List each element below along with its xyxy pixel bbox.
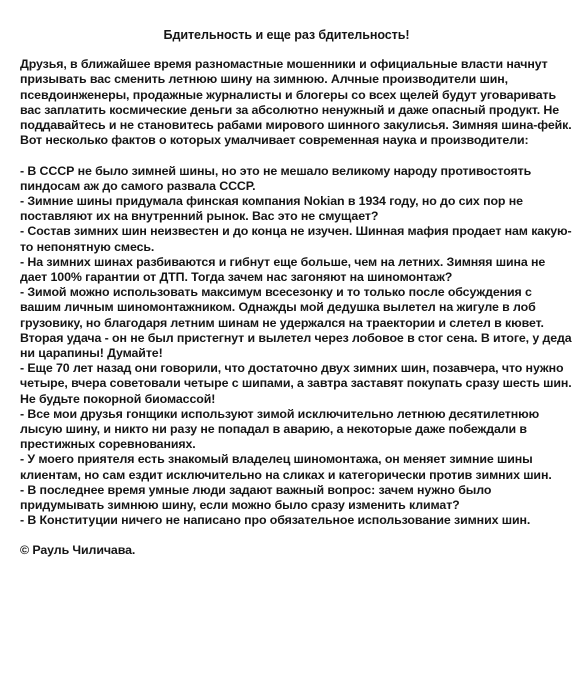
- paragraph-gap: [20, 148, 573, 163]
- fact-item: - Все мои друзья гонщики используют зимой исключительно летнюю десятилетнюю лысую шину, и никто ни разу не попадал в аварию, а некоторые даже побеждали в престижных соревнованиях.: [20, 406, 540, 452]
- fact-item: - Еще 70 лет назад они говорили, что достаточно двух зимних шин, позавчера, что нужно четыре, вчера советовали четыре с шипами, а завтра заставят покупать сразу шесть шин. Не будьте покорной биомассой!: [20, 361, 572, 406]
- fact-item: - В Конституции ничего не написано про обязательное использование зимних шин.: [20, 513, 531, 528]
- fact-item: - На зимних шинах разбиваются и гибнут еще больше, чем на летних. Зимняя шина не дает 100% гарантии от ДТП. Тогда зачем нас загоняют на шиномонтаж?: [20, 254, 546, 285]
- intro-paragraph: Друзья, в ближайшее время разномастные мошенники и официальные власти начнут призывать вас сменить летнюю шину на зимнюю. Алчные производители шин, псевдоинженеры, продажные журналисты и блогеры со всех щелей будут уговаривать вас заплатить космические деньги за абсолютно ненужный и даже опасный продукт. Не поддавайтесь и не становитесь рабами мирового шинного закулисья. Зимняя шина-фейк. Вот несколько фактов о которых умалчивает современная наука и производители:: [20, 57, 575, 148]
- document-title: Бдительность и еще раз бдительность!: [163, 28, 410, 42]
- fact-item: - В последнее время умные люди задают важный вопрос: зачем нужно было придумывать зимнюю шину, если можно было сразу изменить климат?: [20, 482, 492, 513]
- fact-item: - У моего приятеля есть знакомый владелец шиномонтажа, он меняет зимние шины клиентам, но сам ездит исключительно на сликах и категорически против зимних шин.: [20, 452, 552, 482]
- fact-item: - Зимние шины придумала финская компания Nokian в 1934 году, но до сих пор не поставляют их на внутренний рынок. Вас это не смущает?: [20, 194, 523, 224]
- fact-item: - Зимой можно использовать максимум всесезонку и то только после обсуждения с вашим личным шиномонтажником. Однажды мой дедушка вылетел на жигуле в лоб грузовику, но благодаря летним шинам не удержался на траектории и слетел в кювет. Вторая удача - он не был пристегнут и вылетел через лобовое в стог сена. В итоге, у деда ни царапины! Думайте!: [20, 285, 572, 361]
- facts-list: [20, 164, 573, 529]
- fact-item: - В СССР не было зимней шины, но это не мешало великому народу противостоять пиндосам аж до самого развала СССР.: [20, 163, 532, 193]
- author-signature: © Рауль Чиличава.: [20, 543, 136, 558]
- fact-item: - Состав зимних шин неизвестен и до конца не изучен. Шинная мафия продает нам какую-то непонятную смесь.: [20, 224, 572, 254]
